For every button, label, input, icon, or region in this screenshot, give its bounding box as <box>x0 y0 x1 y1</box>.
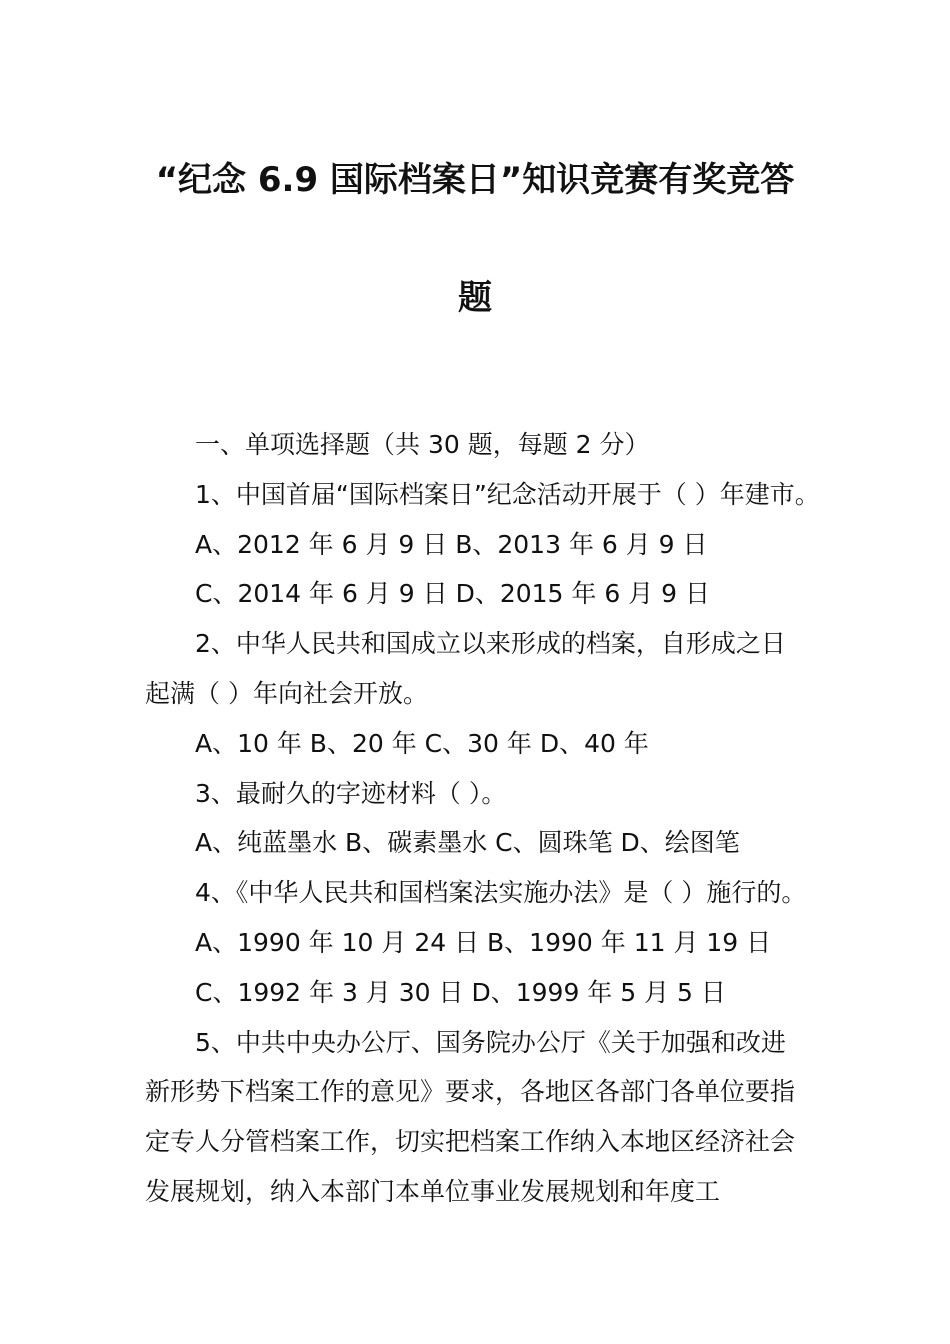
question-5: 5、中共中央办公厅、国务院办公厅《关于加强和改进新形势下档案工作的意见》要求，各地区各部门各单位要指定专人分管档案工作，切实把档案工作纳入本地区经济社会发展规划，纳入本部门本单位事业发展规划和年度工 <box>145 1027 796 1206</box>
question-1: 1、中国首届“国际档案日”纪念活动开展于（ ）年建市。 <box>195 479 820 509</box>
question-1-options-ab: A、2012 年 6 月 9 日 B、2013 年 6 月 9 日 <box>195 529 708 559</box>
question-2: 2、中华人民共和国成立以来形成的档案，自形成之日起满（ ）年向社会开放。 <box>145 629 786 708</box>
question-3: 3、最耐久的字迹材料（ ）。 <box>195 778 507 808</box>
question-2-options: A、10 年 B、20 年 C、30 年 D、40 年 <box>195 728 649 758</box>
section-heading: 一、单项选择题（共 30 题，每题 2 分） <box>195 430 650 459</box>
question-3-options: A、纯蓝墨水 B、碳素墨水 C、圆珠笔 D、绘图笔 <box>195 828 740 858</box>
question-4-options-ab: A、1990 年 10 月 24 日 B、1990 年 11 月 19 日 <box>195 927 772 957</box>
document-body <box>145 420 820 1217</box>
question-1-options-cd: C、2014 年 6 月 9 日 D、2015 年 6 月 9 日 <box>195 579 710 609</box>
question-4-options-cd: C、1992 年 3 月 30 日 D、1999 年 5 月 5 日 <box>195 977 726 1007</box>
document-title-line-1: “纪念 6.9 国际档案日”知识竞赛有奖竞答 <box>155 160 795 200</box>
document-title-line-2: 题 <box>458 278 492 318</box>
question-4: 4、《中华人民共和国档案法实施办法》是（ ）施行的。 <box>195 878 807 908</box>
